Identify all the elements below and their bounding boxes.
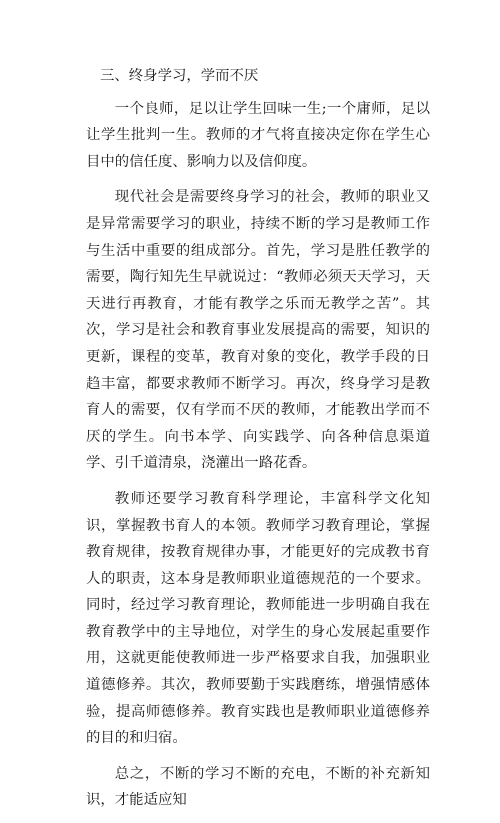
paragraph-1: 一个良师，足以让学生回味一生;一个庸师，足以让学生批判一生。教师的才气将直接决定你在学生心目中的信任度、影响力以及信仰度。 (86, 100, 430, 170)
paragraph-2: 现代社会是需要终身学习的社会，教师的职业又是异常需要学习的职业，持续不断的学习是教师工作与生活中重要的组成部分。首先，学习是胜任教学的需要，陶行知先生早就说过：“教师必须天天学习，天天进行再教育，才能有教学之乐而无教学之苦”。其次，学习是社会和教育事业发展提高的需要，知识的更新，课程的变革，教育对象的变化，教学手段的日趋丰富，都要求教师不断学习。再次，终身学习是教育人的需要，仅有学而不厌的教师，才能教出学而不厌的学生。向书本学、向实践学、向各种信息渠道学、引千道清泉，浇灌出一路花香。 (86, 189, 430, 472)
section-heading: 三、终身学习，学而不厌 (100, 68, 259, 84)
paragraph-3: 教师还要学习教育科学理论，丰富科学文化知识，掌握教书育人的本领。教师学习教育理论，掌握教育规律，按教育规律办事，才能更好的完成教书育人的职责，这本身是教师职业道德规范的一个要求。同时，经过学习教育理论，教师能进一步明确自我在教育教学中的主导地位，对学生的身心发展起重要作用，这就更能使教师进一步严格要求自我，加强职业道德修养。其次，教师要勤于实践磨练，增强情感体验，提高师德修养。教育实践也是教师职业道德修养的目的和归宿。 (86, 490, 430, 747)
paragraph-4: 总之，不断的学习不断的充电，不断的补充新知识，才能适应知 (86, 765, 430, 809)
document-body (86, 63, 430, 823)
